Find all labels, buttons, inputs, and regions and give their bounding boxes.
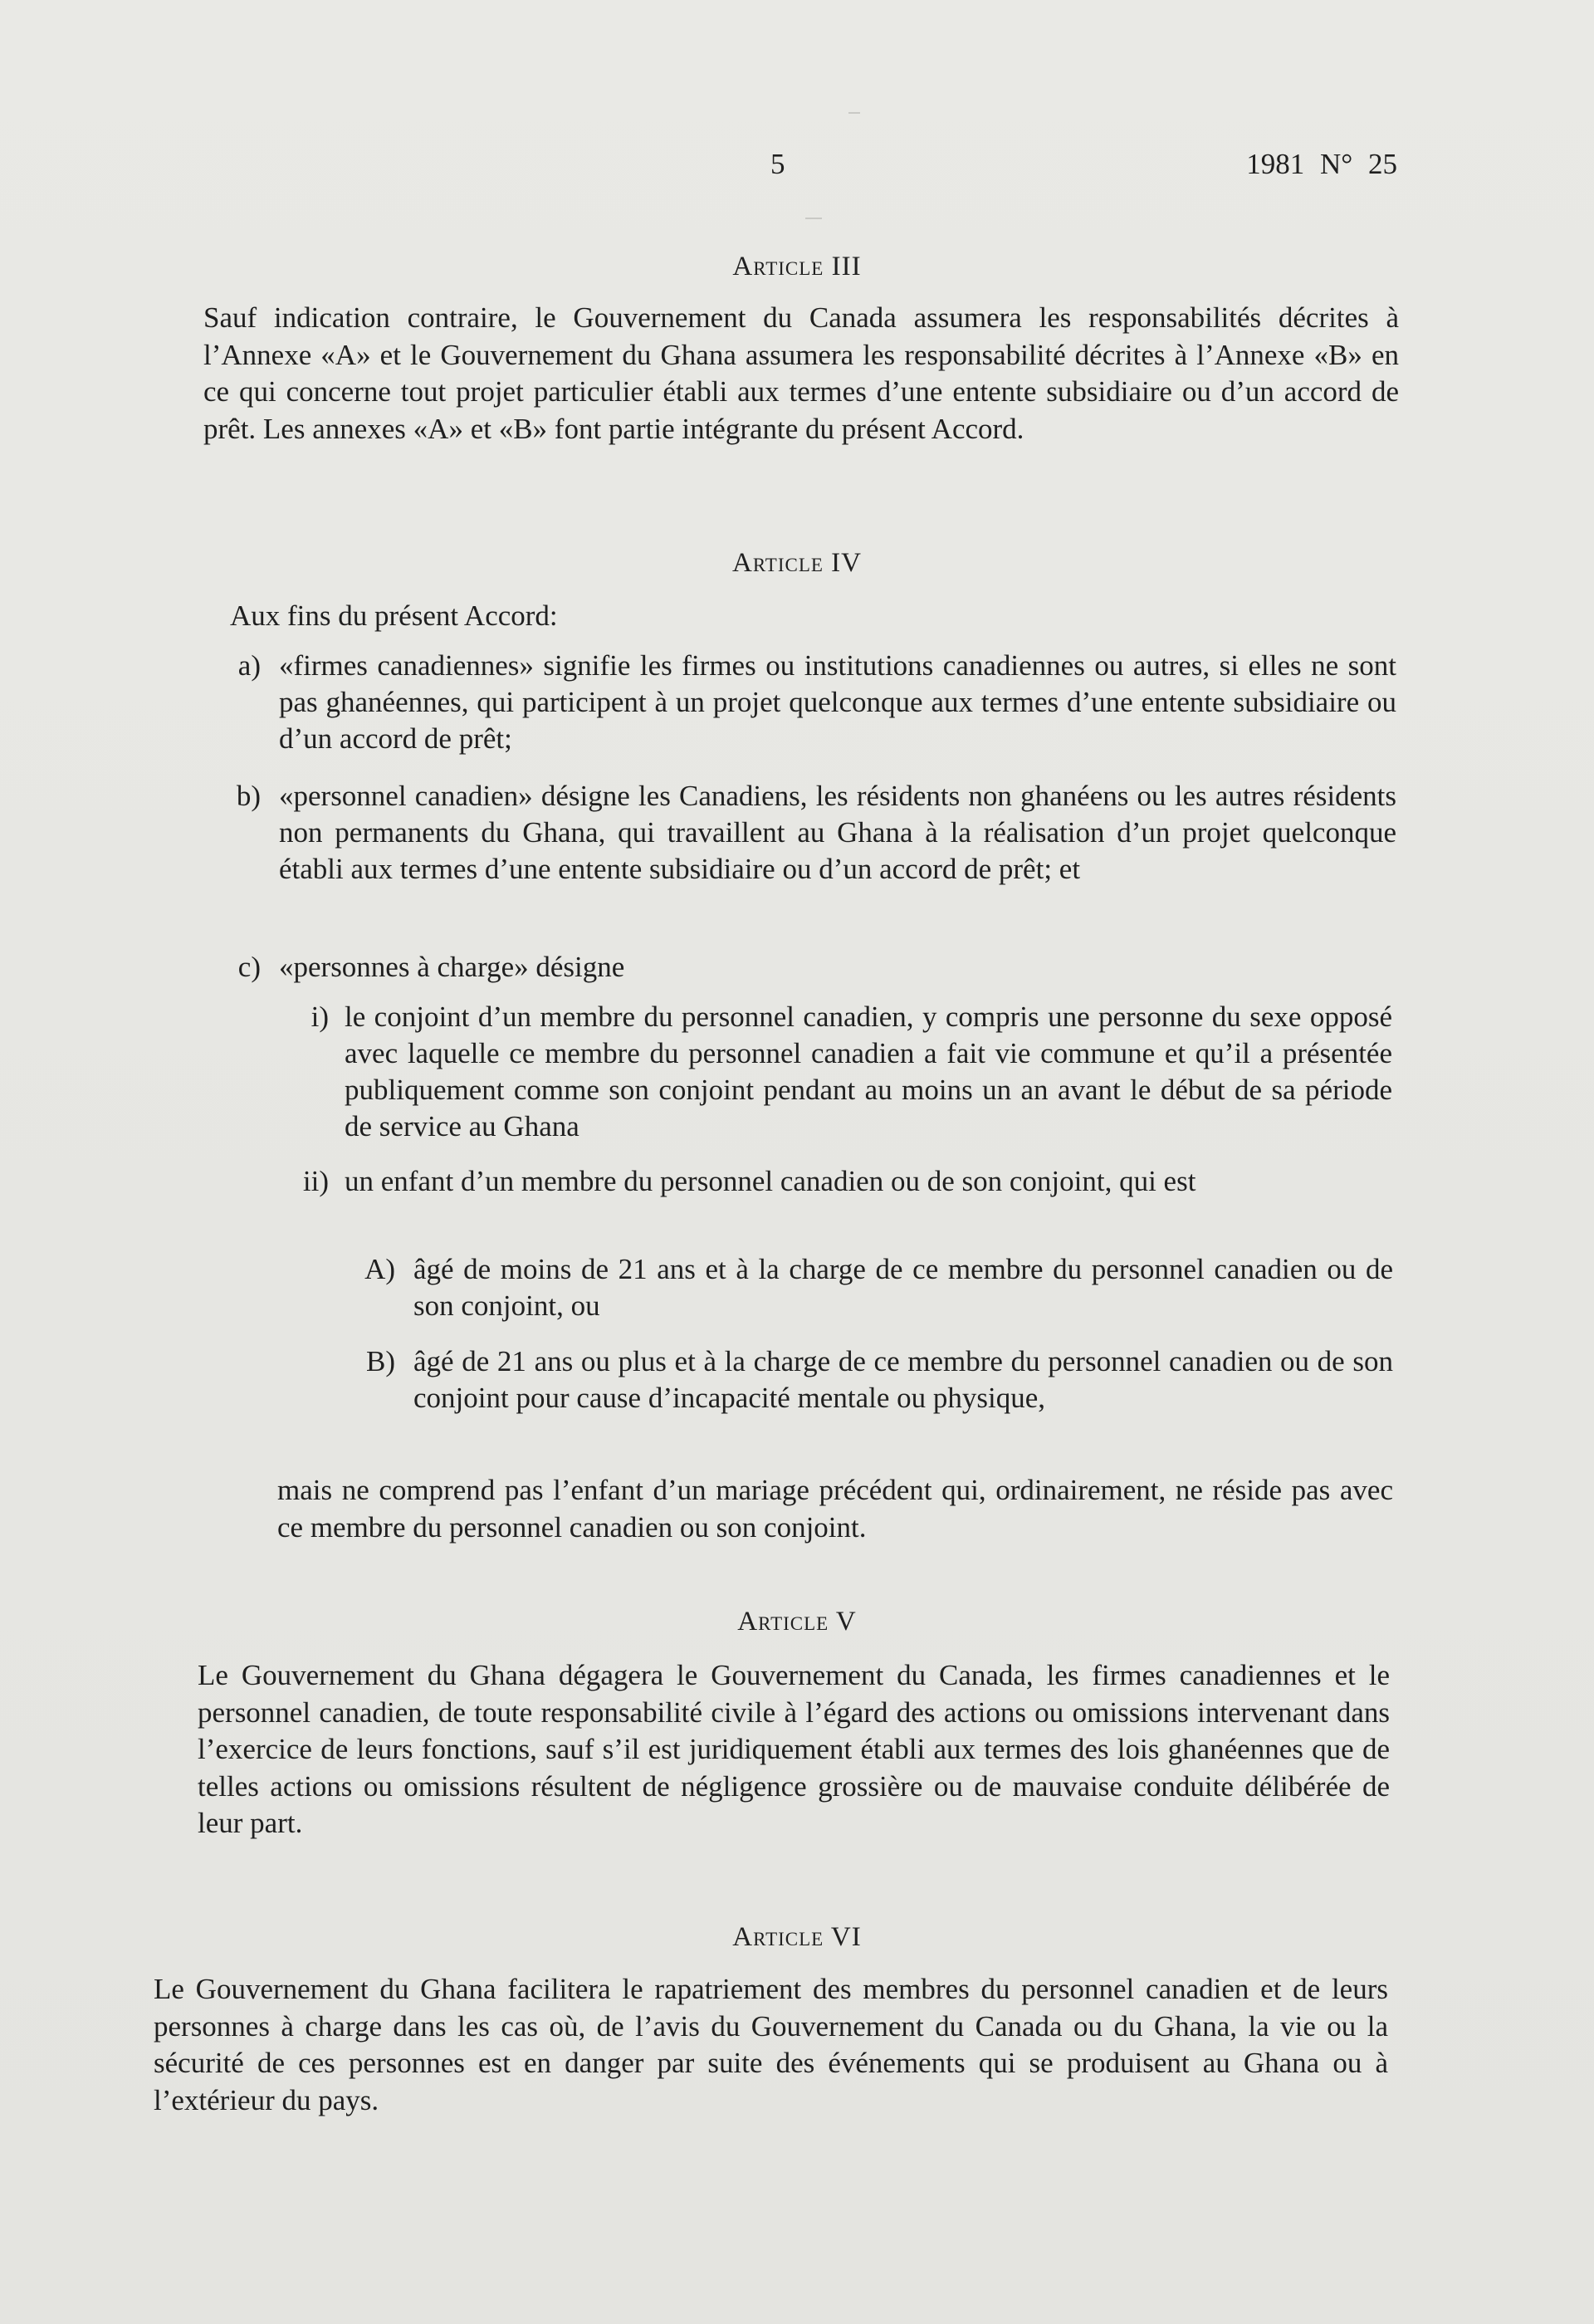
item-text: «firmes canadiennes» signifie les firmes ou institutions canadiennes ou autres, si elles ne sont pas ghanéennes, qui participent à un projet quelconque aux termes d’une entente subsidiaire ou d’un accord de prêt; bbox=[279, 649, 1396, 755]
article-iv-heading: Article IV bbox=[731, 548, 862, 578]
item-marker: b) bbox=[236, 780, 261, 812]
item-text: âgé de 21 ans ou plus et à la charge de ce membre du personnel canadien ou de son conjoint pour cause d’incapacité mentale ou physique, bbox=[413, 1345, 1393, 1414]
definition-item-b bbox=[0, 778, 1594, 924]
scan-mark bbox=[848, 112, 860, 114]
page-header bbox=[0, 148, 1594, 189]
sub-sub-item-b bbox=[0, 1343, 1594, 1453]
sub-sub-item-a bbox=[0, 1251, 1594, 1324]
item-marker: A) bbox=[364, 1253, 395, 1285]
item-marker: c) bbox=[237, 951, 261, 983]
article-iv-intro: Aux fins du présent Accord: bbox=[230, 599, 558, 632]
item-text: le conjoint d’un membre du personnel canadien, y compris une personne du sexe opposé avec laquelle ce membre du personnel canadien a fait vie commune et qu’il a présentée publiquement comme son conjoint pendant au moins un an avant le début de sa période de service au Ghana bbox=[345, 1001, 1392, 1142]
item-marker: ii) bbox=[302, 1165, 329, 1197]
document-reference: 1981 N° 25 bbox=[1246, 148, 1397, 180]
scan-mark bbox=[805, 218, 822, 219]
sub-item-i bbox=[0, 999, 1594, 1145]
article-iii-body: Sauf indication contraire, le Gouvernement du Canada assumera les responsabilités décrites à l’Annexe «A» et le Gouvernement du Ghana assumera les responsabilité décrites à l’Annexe «B» en ce qui concerne tout projet particulier établi aux termes d’une entente subsidiaire ou d’un accord de prêt. Les annexes «A» et «B» font partie intégrante du présent Accord. bbox=[203, 301, 1399, 445]
article-iv-closing: mais ne comprend pas l’enfant d’un mariage précédent qui, ordinairement, ne réside pas avec ce membre du personnel canadien ou son conjoint. bbox=[277, 1474, 1393, 1544]
article-v-heading: Article V bbox=[737, 1607, 857, 1637]
page-number: 5 bbox=[770, 148, 785, 180]
article-v-body: Le Gouvernement du Ghana dégagera le Gouvernement du Canada, les firmes canadiennes et le personnel canadien, de toute responsabilité civile à l’égard des actions ou omissions intervenant dans l’exercice de leurs fonctions, sauf s’il est juridiquement établi aux termes des lois ghanéennes que de telles actions ou omissions résultent de négligence grossière ou de mauvaise conduite délibérée de leur part. bbox=[198, 1659, 1390, 1839]
article-iii-heading: Article III bbox=[732, 252, 862, 281]
item-text: âgé de moins de 21 ans et à la charge de ce membre du personnel canadien ou de son conjoint, ou bbox=[413, 1253, 1393, 1322]
article-vi-heading: Article VI bbox=[732, 1922, 862, 1952]
article-vi-body: Le Gouvernement du Ghana facilitera le rapatriement des membres du personnel canadien et de leurs personnes à charge dans les cas où, de l’avis du Gouvernement du Canada ou du Ghana, la vie ou la sécurité de ces personnes est en danger par suite des événements qui se produisent au Ghana ou à l’extérieur du pays. bbox=[154, 1973, 1388, 2116]
sub-item-ii bbox=[0, 1163, 1594, 1236]
definition-item-c bbox=[0, 949, 1594, 986]
item-marker: i) bbox=[310, 1001, 329, 1033]
item-text: «personnes à charge» désigne bbox=[279, 951, 625, 983]
item-text: un enfant d’un membre du personnel canadien ou de son conjoint, qui est bbox=[345, 1165, 1196, 1197]
item-text: «personnel canadien» désigne les Canadiens, les résidents non ghanéens ou les autres résidents non permanents du Ghana, qui travaillent au Ghana à la réalisation d’un projet quelconque établi aux termes d’une entente subsidiaire ou d’un accord de prêt; et bbox=[279, 780, 1396, 885]
item-marker: a) bbox=[237, 649, 261, 682]
definition-item-a bbox=[0, 648, 1594, 757]
item-marker: B) bbox=[366, 1345, 395, 1377]
